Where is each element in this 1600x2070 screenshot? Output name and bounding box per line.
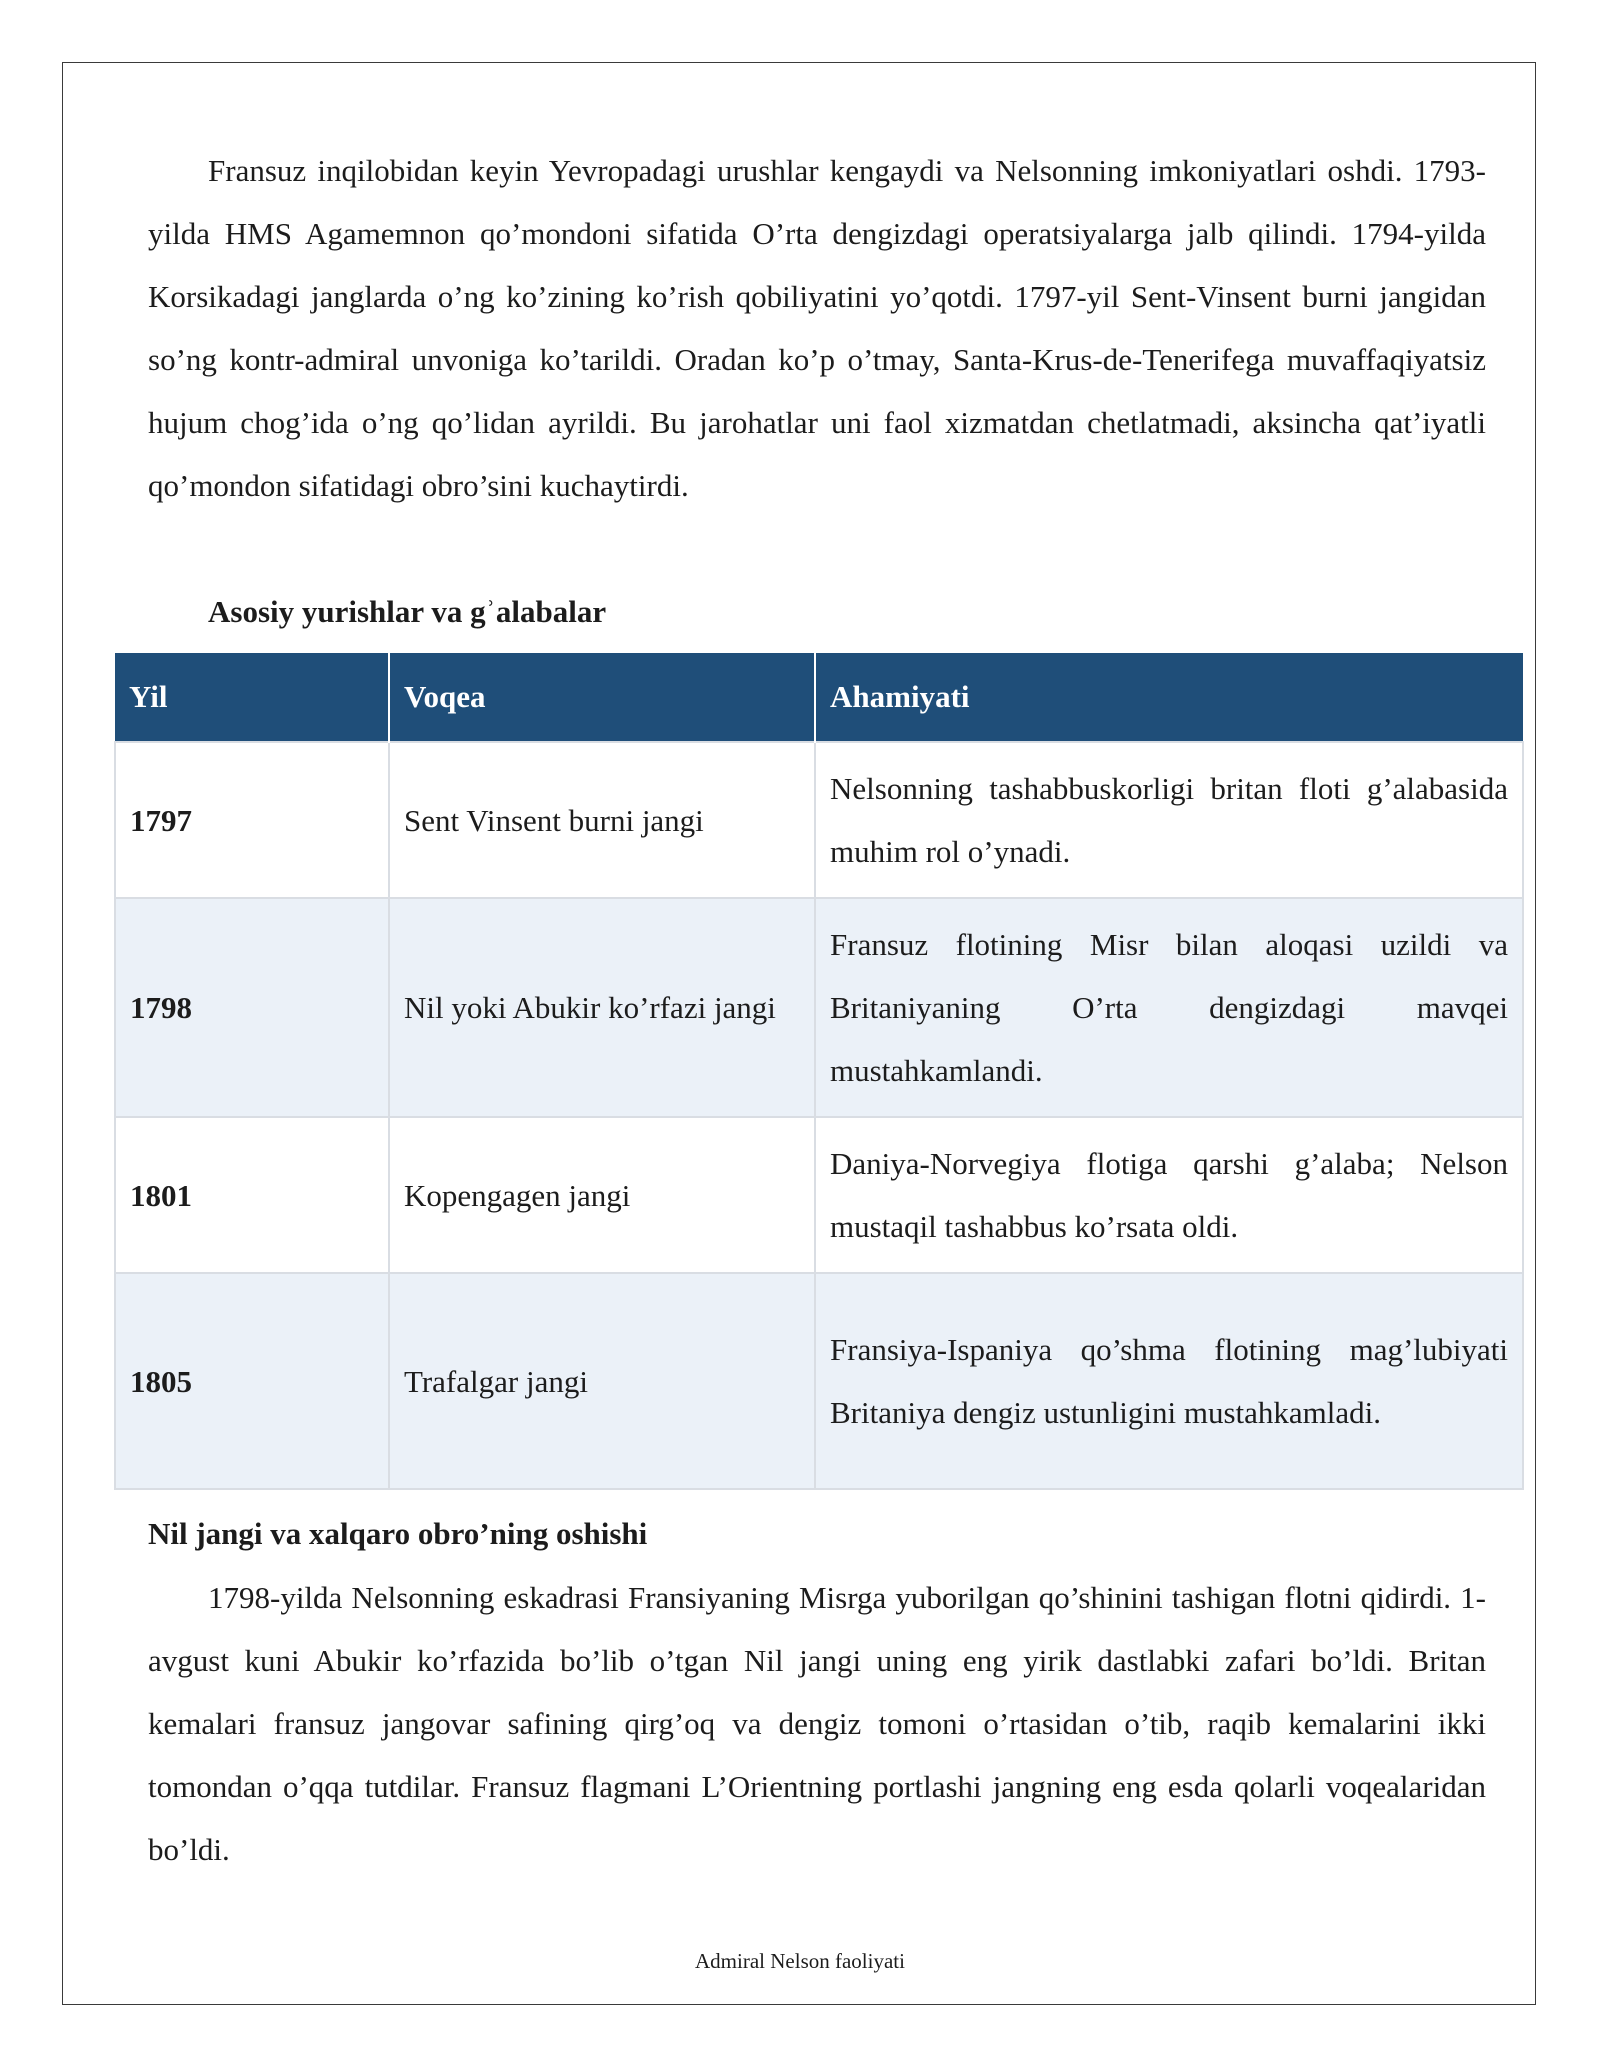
section-heading-campaigns: Asosiy yurishlar va gʾalabalar <box>208 594 607 629</box>
cell-significance: Fransuz flotining Misr bilan aloqasi uzildi va Britaniyaning O’rta dengizdagi mavqei mustahkamlandi. <box>815 898 1523 1117</box>
column-header-significance: Ahamiyati <box>815 653 1523 742</box>
cell-significance: Nelsonning tashabbuskorligi britan floti g’alabasida muhim rol o’ynadi. <box>815 742 1523 898</box>
column-header-year: Yil <box>115 653 389 742</box>
table-header-row <box>115 653 1523 742</box>
section-heading-nile: Nil jangi va xalqaro obro’ning oshishi <box>148 1516 648 1551</box>
table-row <box>115 1117 1523 1273</box>
cell-event: Sent Vinsent burni jangi <box>389 742 815 898</box>
cell-event: Nil yoki Abukir ko’rfazi jangi <box>389 898 815 1117</box>
cell-significance: Fransiya-Ispaniya qo’shma flotining mag’lubiyati Britaniya dengiz ustunligini mustahkamladi. <box>815 1273 1523 1489</box>
cell-year: 1801 <box>115 1117 389 1273</box>
table-row <box>115 898 1523 1117</box>
cell-event: Kopengagen jangi <box>389 1117 815 1273</box>
nile-paragraph: 1798-yilda Nelsonning eskadrasi Fransiyaning Misrga yuborilgan qo’shinini tashigan flotni qidirdi. 1-avgust kuni Abukir ko’rfazida bo’lib o’tgan Nil jangi uning eng yirik dastlabki zafari bo’ldi. Britan kemalari fransuz jangovar safining qirg’oq va dengiz tomoni o’rtasidan o’tib, raqib kemalarini ikki tomondan o’qqa tutdilar. Fransuz flagmani L’Orientning portlashi jangning eng esda qolarli voqealaridan bo’ldi. <box>148 1580 1486 1867</box>
cell-year: 1798 <box>115 898 389 1117</box>
cell-significance: Daniya-Norvegiya flotiga qarshi g’alaba; Nelson mustaqil tashabbus ko’rsata oldi. <box>815 1117 1523 1273</box>
cell-event: Trafalgar jangi <box>389 1273 815 1489</box>
intro-paragraph: Fransuz inqilobidan keyin Yevropadagi urushlar kengaydi va Nelsonning imkoniyatlari oshdi. 1793-yilda HMS Agamemnon qo’mondoni sifatida O’rta dengizdagi operatsiyalarga jalb qilindi. 1794-yilda Korsikadagi janglarda o’ng ko’zining ko’rish qobiliyatini yo’qotdi. 1797-yil Sent-Vinsent burni jangidan so’ng kontr-admiral unvoniga ko’tarildi. Oradan ko’p o’tmay, Santa-Krus-de-Tenerifega muvaffaqiyatsiz hujum chog’ida o’ng qo’lidan ayrildi. Bu jarohatlar uni faol xizmatdan chetlatmadi, aksincha qat’iyatli qo’mondon sifatidagi obro’sini kuchaytirdi. <box>148 153 1486 503</box>
battles-table <box>114 653 1524 1490</box>
column-header-event: Voqea <box>389 653 815 742</box>
cell-year: 1805 <box>115 1273 389 1489</box>
table-row <box>115 1273 1523 1489</box>
table-row <box>115 742 1523 898</box>
page-footer: Admiral Nelson faoliyati <box>695 1949 905 1973</box>
cell-year: 1797 <box>115 742 389 898</box>
